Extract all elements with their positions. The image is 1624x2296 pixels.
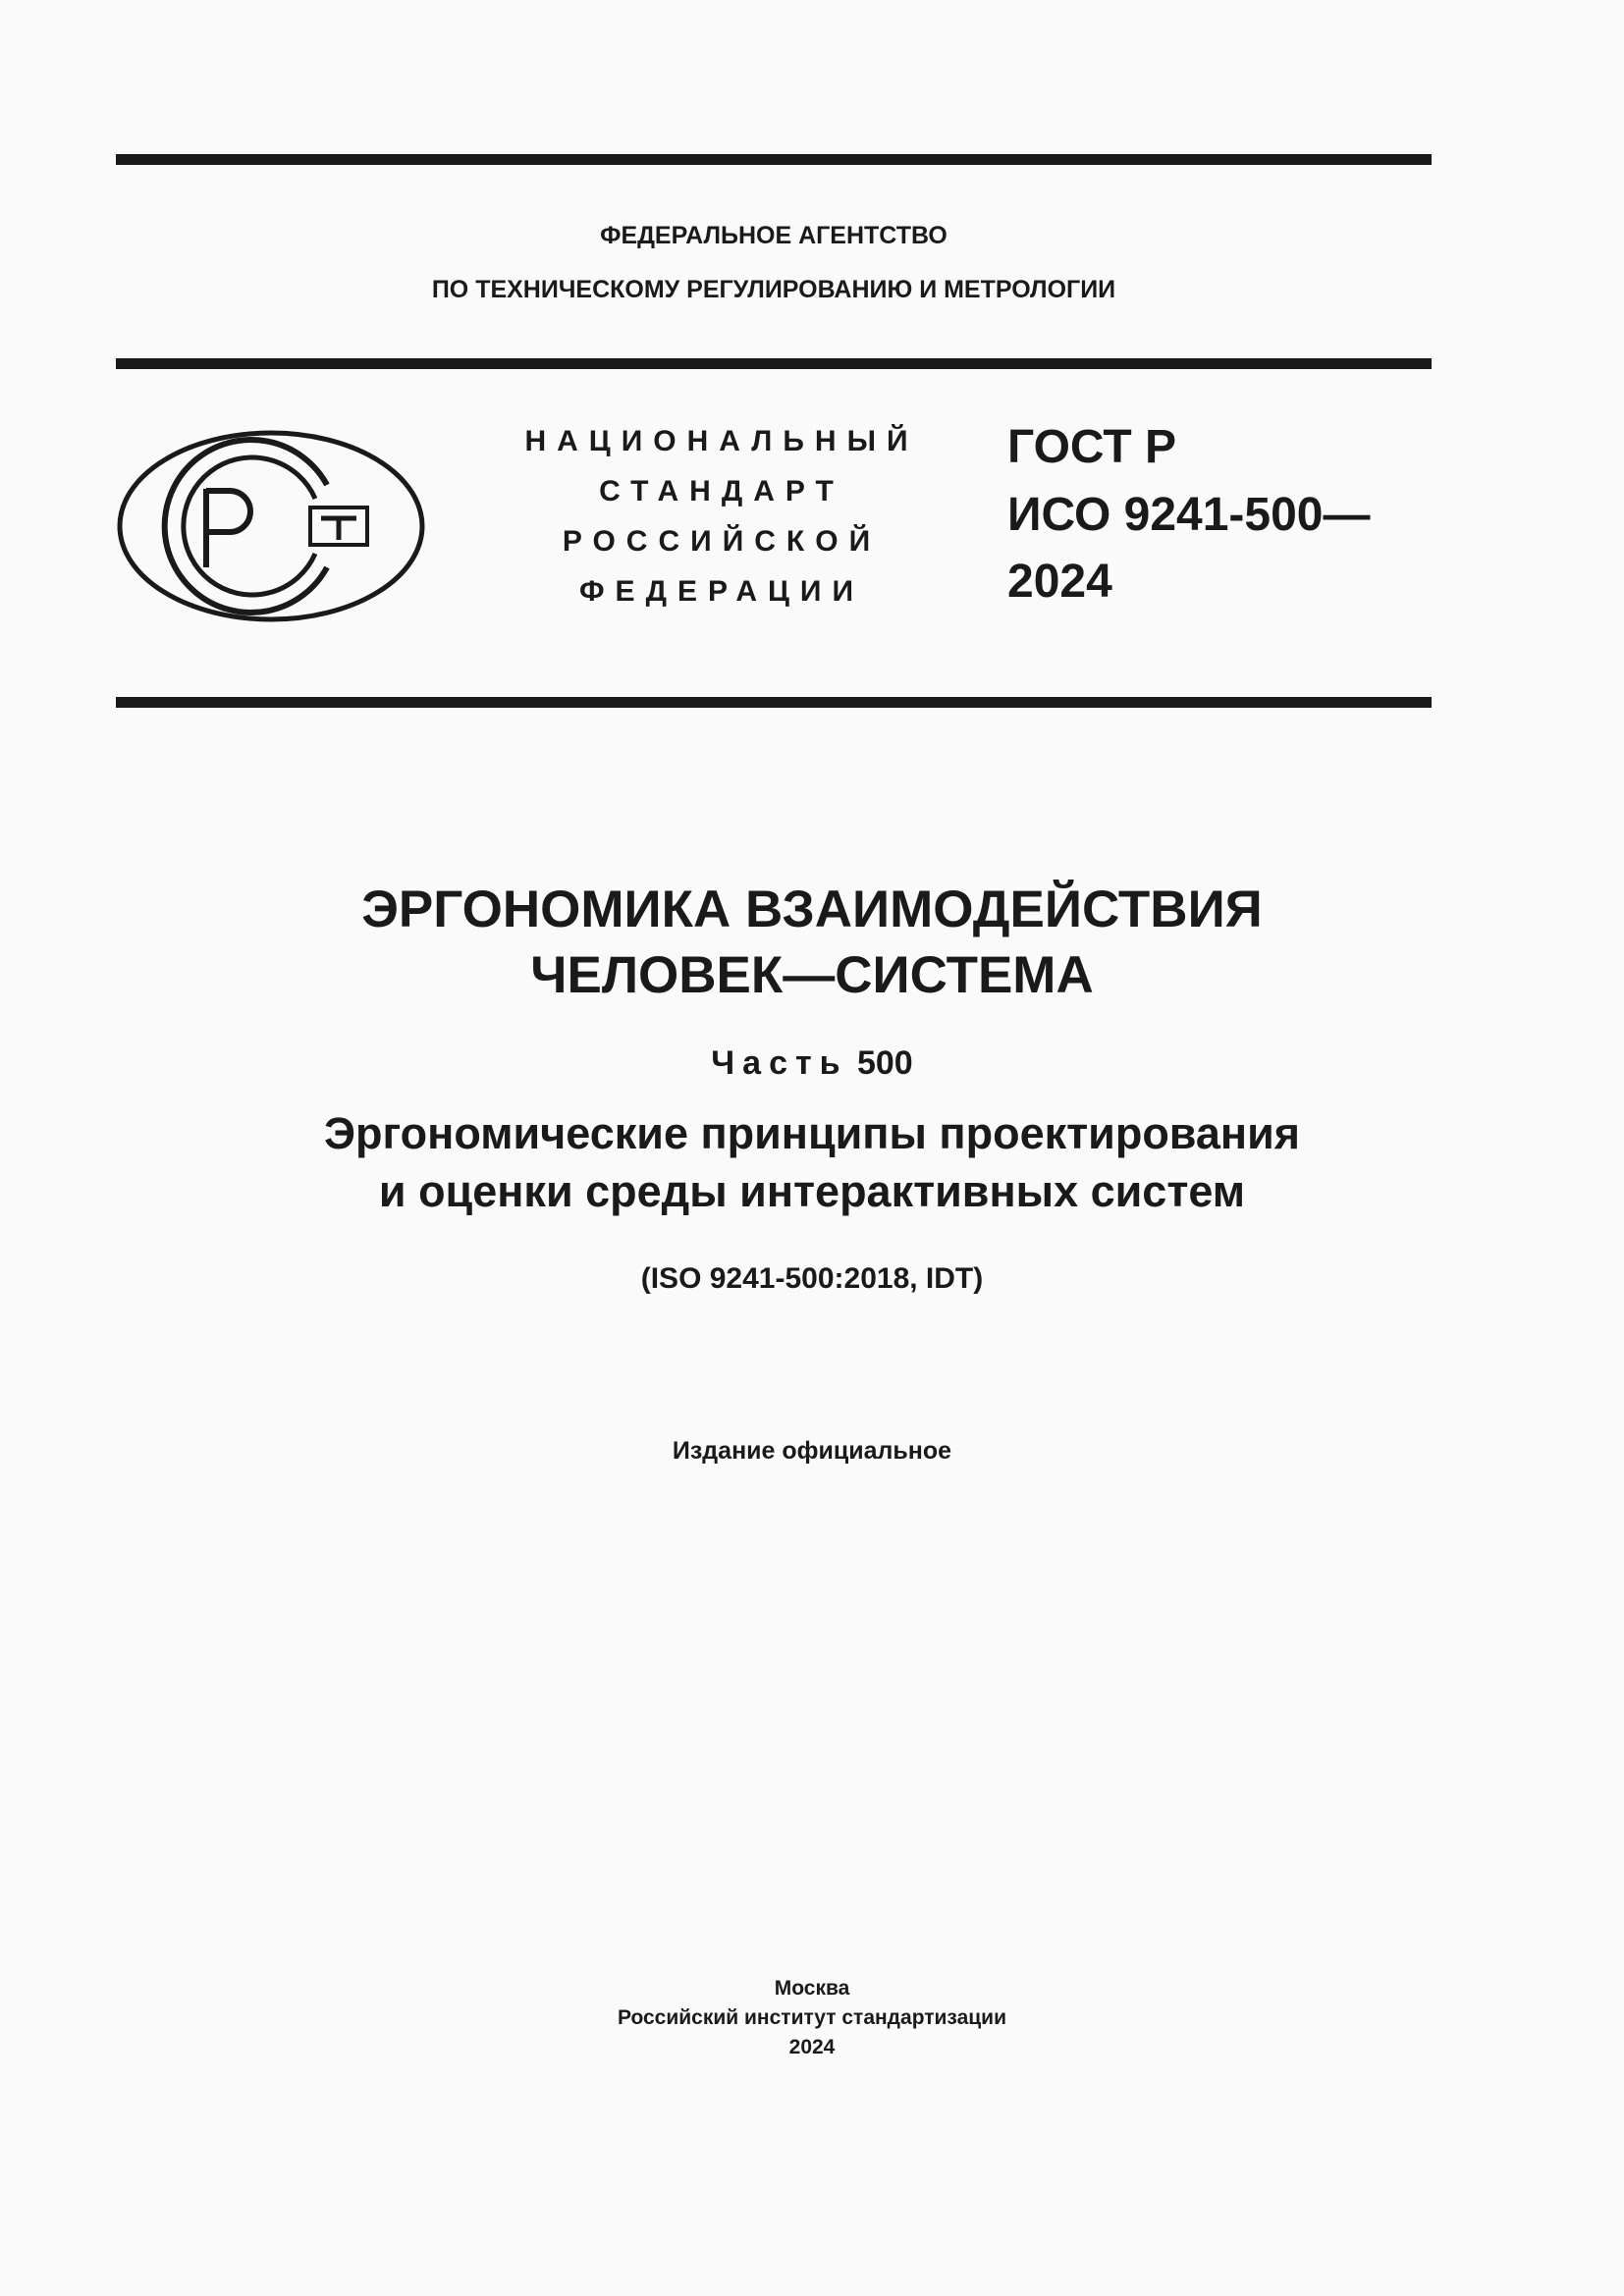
agency-name-line1: ФЕДЕРАЛЬНОЕ АГЕНТСТВО xyxy=(600,222,947,249)
national-standard-line2: СТАНДАРТ xyxy=(599,475,844,507)
document-title-line2: ЧЕЛОВЕК—СИСТЕМА xyxy=(530,946,1094,1004)
imprint-city: Москва xyxy=(774,1977,850,2000)
imprint-year: 2024 xyxy=(788,2036,836,2058)
designation-line1: ГОСТ Р xyxy=(1007,421,1177,473)
designation-line3: 2024 xyxy=(1007,556,1112,608)
header-rule xyxy=(116,358,1432,369)
agency-name-line2: ПО ТЕХНИЧЕСКОМУ РЕГУЛИРОВАНИЮ И МЕТРОЛОГИИ xyxy=(431,276,1116,303)
designation-line2: ИСО 9241-500— xyxy=(1007,489,1371,541)
part-number: 500 xyxy=(856,1044,913,1082)
top-rule xyxy=(116,154,1432,165)
document-title-line1: ЭРГОНОМИКА ВЗАИМОДЕЙСТВИЯ xyxy=(361,881,1263,938)
part-label xyxy=(0,1043,1624,1083)
imprint-publisher: Российский институт стандартизации xyxy=(617,2006,1007,2029)
national-standard-line1: НАЦИОНАЛЬНЫЙ xyxy=(524,425,919,457)
national-standard-line3: РОССИЙСКОЙ xyxy=(562,525,882,558)
subtitle-line2: и оценки среды интерактивных систем xyxy=(378,1166,1246,1216)
part-word: Часть xyxy=(711,1044,848,1082)
subtitle-line1: Эргономические принципы проектирования xyxy=(324,1108,1300,1158)
rst-certification-mark-icon xyxy=(116,428,426,624)
logo-rule xyxy=(116,697,1432,708)
edition-label: Издание официальное xyxy=(672,1437,952,1465)
national-standard-line4: ФЕДЕРАЦИИ xyxy=(578,575,865,608)
iso-reference: (ISO 9241-500:2018, IDT) xyxy=(640,1262,984,1295)
